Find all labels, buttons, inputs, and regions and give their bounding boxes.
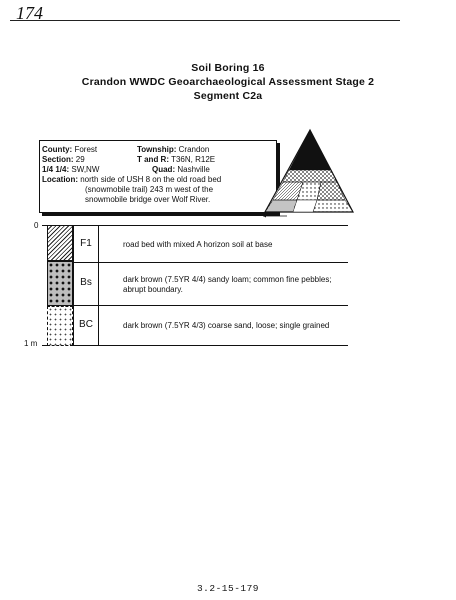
horizon-row xyxy=(74,261,348,306)
county-value: Forest xyxy=(74,145,98,154)
horizon-row xyxy=(74,225,348,263)
soil-texture-triangle xyxy=(257,122,357,218)
quad-label: Quad: xyxy=(152,165,176,174)
section-value: 29 xyxy=(75,155,85,164)
sand-region xyxy=(265,200,297,212)
horizon-table xyxy=(73,225,348,346)
column-f1-pattern xyxy=(47,225,73,261)
clay-region xyxy=(289,130,331,170)
location-line-1: north side of USH 8 on the old road bed xyxy=(80,175,222,184)
quad-value: Nashville xyxy=(177,165,210,174)
location-line-3: snowmobile bridge over Wolf River. xyxy=(85,195,211,204)
title-line-2: Crandon WWDC Geoarchaeological Assessment Stage 2 xyxy=(81,76,375,88)
horizon-description: road bed with mixed A horizon soil at base xyxy=(123,240,273,249)
horizon-code: F1 xyxy=(74,226,99,262)
horizon-code: Bs xyxy=(74,261,99,305)
location-label: Location: xyxy=(42,175,78,184)
silt-loam-region xyxy=(317,182,345,200)
horizon-description: dark brown (7.5YR 4/4) sandy loam; common fine pebbles; abrupt boundary. xyxy=(123,275,332,294)
site-info-box xyxy=(39,140,277,213)
tr-value: T36N, R12E xyxy=(171,155,216,164)
section-label: Section: xyxy=(42,155,74,164)
county-label: County: xyxy=(42,145,73,154)
header-rule xyxy=(10,20,400,21)
title-line-1: Soil Boring 16 xyxy=(191,62,265,74)
column-bs-pattern xyxy=(47,261,73,306)
township-label: Township: xyxy=(137,145,177,154)
title-line-3: Segment C2a xyxy=(193,90,263,102)
clay-loam-region xyxy=(283,170,337,182)
horizon-code: BC xyxy=(74,305,99,345)
township-value: Crandon xyxy=(178,145,210,154)
tr-label: T and R: xyxy=(137,155,169,164)
column-bc-pattern xyxy=(47,306,73,346)
quarter-label: 1/4 1/4: xyxy=(42,165,70,174)
footer-page-id: 3.2-15-179 xyxy=(196,583,259,594)
depth-label-bottom: 1 m xyxy=(24,339,38,348)
quarter-value: SW,NW xyxy=(71,165,100,174)
location-line-2: (snowmobile trail) 243 m west of the xyxy=(85,185,214,194)
depth-label-top: 0 xyxy=(34,221,39,230)
horizon-description: dark brown (7.5YR 4/3) coarse sand, loose; single grained xyxy=(123,321,330,330)
sandy-loam-region xyxy=(293,200,317,212)
page-number: 174 xyxy=(16,3,43,23)
horizon-row xyxy=(74,305,348,346)
